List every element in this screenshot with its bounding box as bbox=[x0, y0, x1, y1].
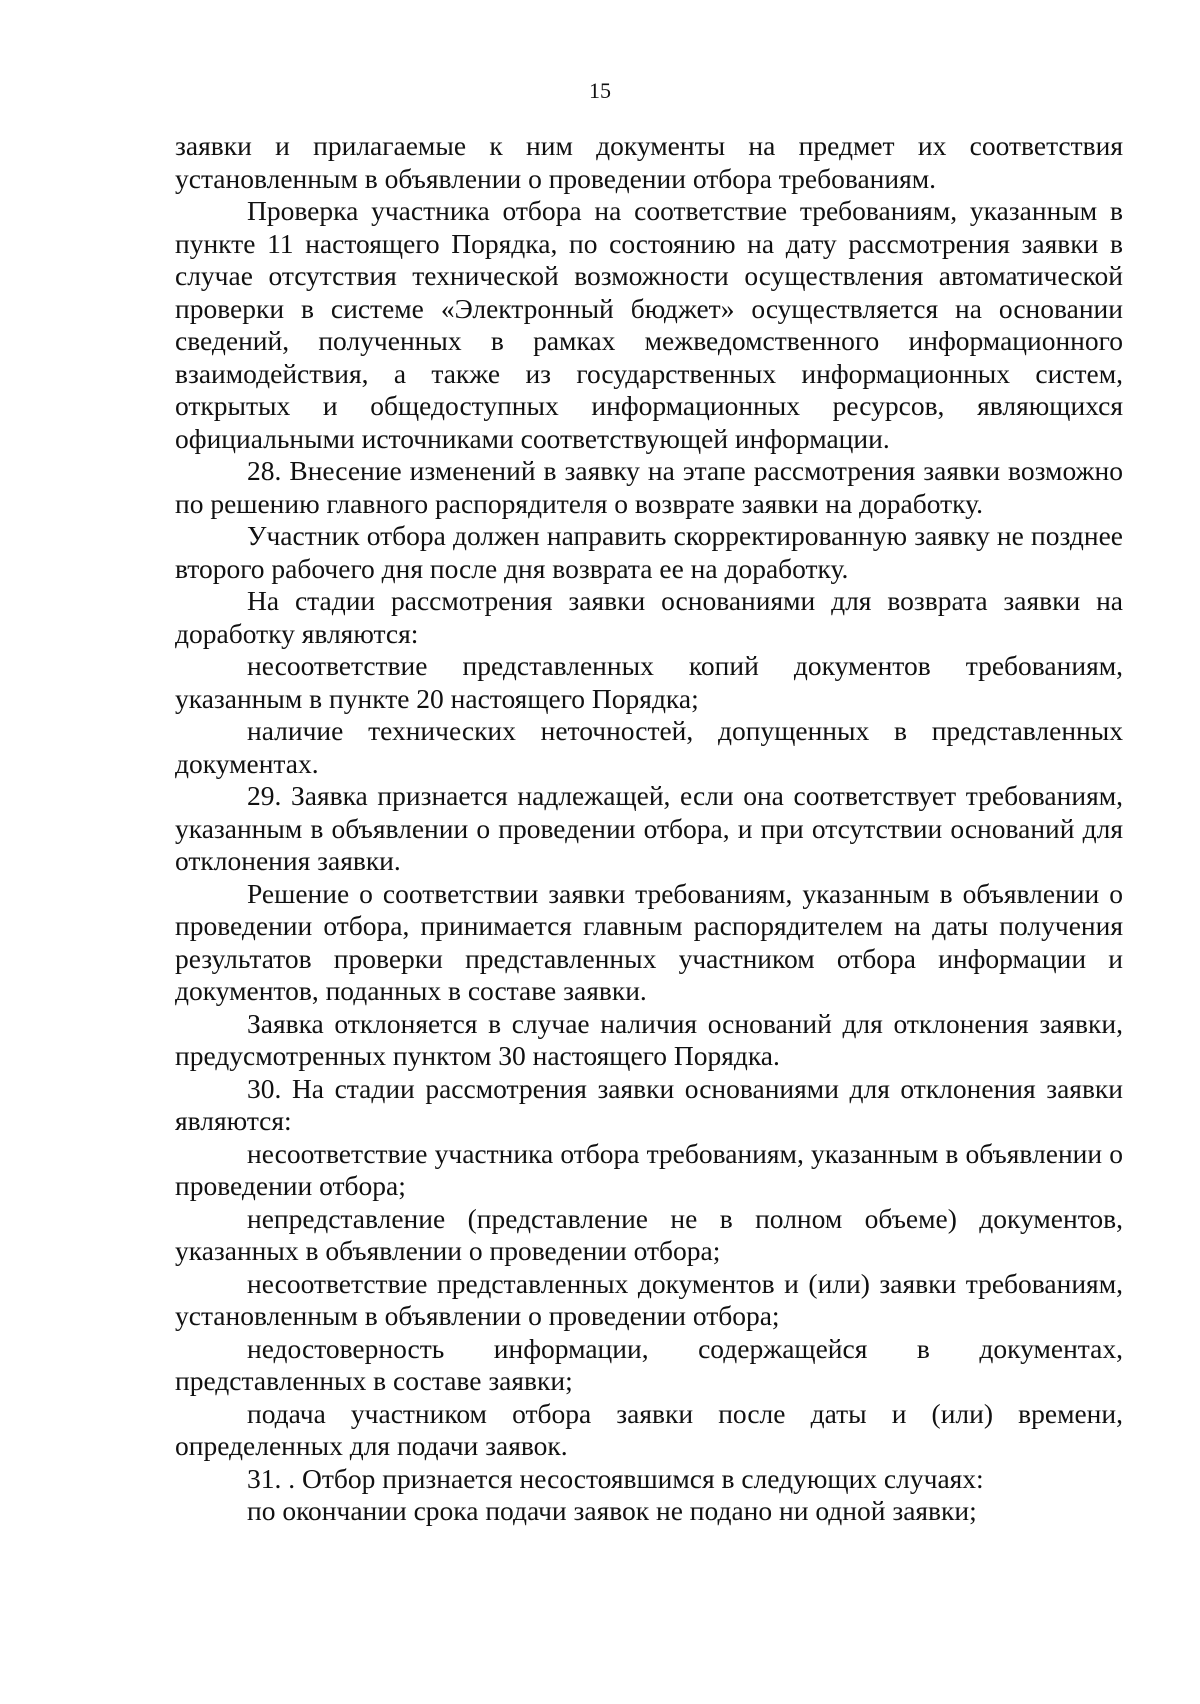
paragraph-item-31: 31. . Отбор признается несостоявшимся в следующих случаях: bbox=[247, 1462, 984, 1494]
list-item: наличие технических неточностей, допущенных в представленных документах. bbox=[175, 715, 1123, 779]
paragraph: Решение о соответствии заявки требованиям, указанным в объявлении о проведении отбора, принимается главным распорядителем на даты получения результатов проверки представленных участником отбора информации и документов, поданных в составе заявки. bbox=[175, 877, 1123, 1006]
list-item: несоответствие участника отбора требованиям, указанным в объявлении о проведении отбора; bbox=[175, 1137, 1123, 1201]
list-item: несоответствие представленных документов и (или) заявки требованиям, установленным в объявлении о проведении отбора; bbox=[175, 1267, 1123, 1331]
paragraph: Заявка отклоняется в случае наличия оснований для отклонения заявки, предусмотренных пунктом 30 настоящего Порядка. bbox=[175, 1007, 1123, 1071]
list-item: непредставление (представление не в полном объеме) документов, указанных в объявлении о проведении отбора; bbox=[175, 1202, 1123, 1266]
page-number: 15 bbox=[589, 78, 611, 103]
paragraph: Проверка участника отбора на соответствие требованиям, указанным в пункте 11 настоящего Порядка, по состоянию на дату рассмотрения заявки в случае отсутствия технической возможности осуществления автоматической проверки в системе «Электронный бюджет» осуществляется на основании сведений, полученных в рамках межведомственного информационного взаимодействия, а также из государственных информационных систем, открытых и общедоступных информационных ресурсов, являющихся официальными источниками соответствующей информации. bbox=[175, 195, 1123, 454]
paragraph-item-28: 28. Внесение изменений в заявку на этапе рассмотрения заявки возможно по решению главного распорядителя о возврате заявки на доработку. bbox=[175, 455, 1123, 519]
paragraph-item-29: 29. Заявка признается надлежащей, если она соответствует требованиям, указанным в объявлении о проведении отбора, и при отсутствии оснований для отклонения заявки. bbox=[175, 780, 1123, 876]
list-item: несоответствие представленных копий документов требованиям, указанным в пункте 20 настоящего Порядка; bbox=[175, 650, 1123, 714]
list-item: по окончании срока подачи заявок не подано ни одной заявки; bbox=[247, 1495, 977, 1526]
list-item: недостоверность информации, содержащейся в документах, представленных в составе заявки; bbox=[175, 1332, 1123, 1396]
document-body bbox=[175, 130, 1123, 1528]
paragraph: На стадии рассмотрения заявки основаниями для возврата заявки на доработку являются: bbox=[175, 585, 1123, 649]
list-item: подача участником отбора заявки после даты и (или) времени, определенных для подачи заявок. bbox=[175, 1397, 1123, 1461]
paragraph: Участник отбора должен направить скорректированную заявку не позднее второго рабочего дня после дня возврата ее на доработку. bbox=[175, 520, 1123, 584]
paragraph-continuation: заявки и прилагаемые к ним документы на предмет их соответствия установленным в объявлении о проведении отбора требованиям. bbox=[175, 130, 1123, 194]
paragraph-item-30: 30. На стадии рассмотрения заявки основаниями для отклонения заявки являются: bbox=[175, 1072, 1123, 1136]
